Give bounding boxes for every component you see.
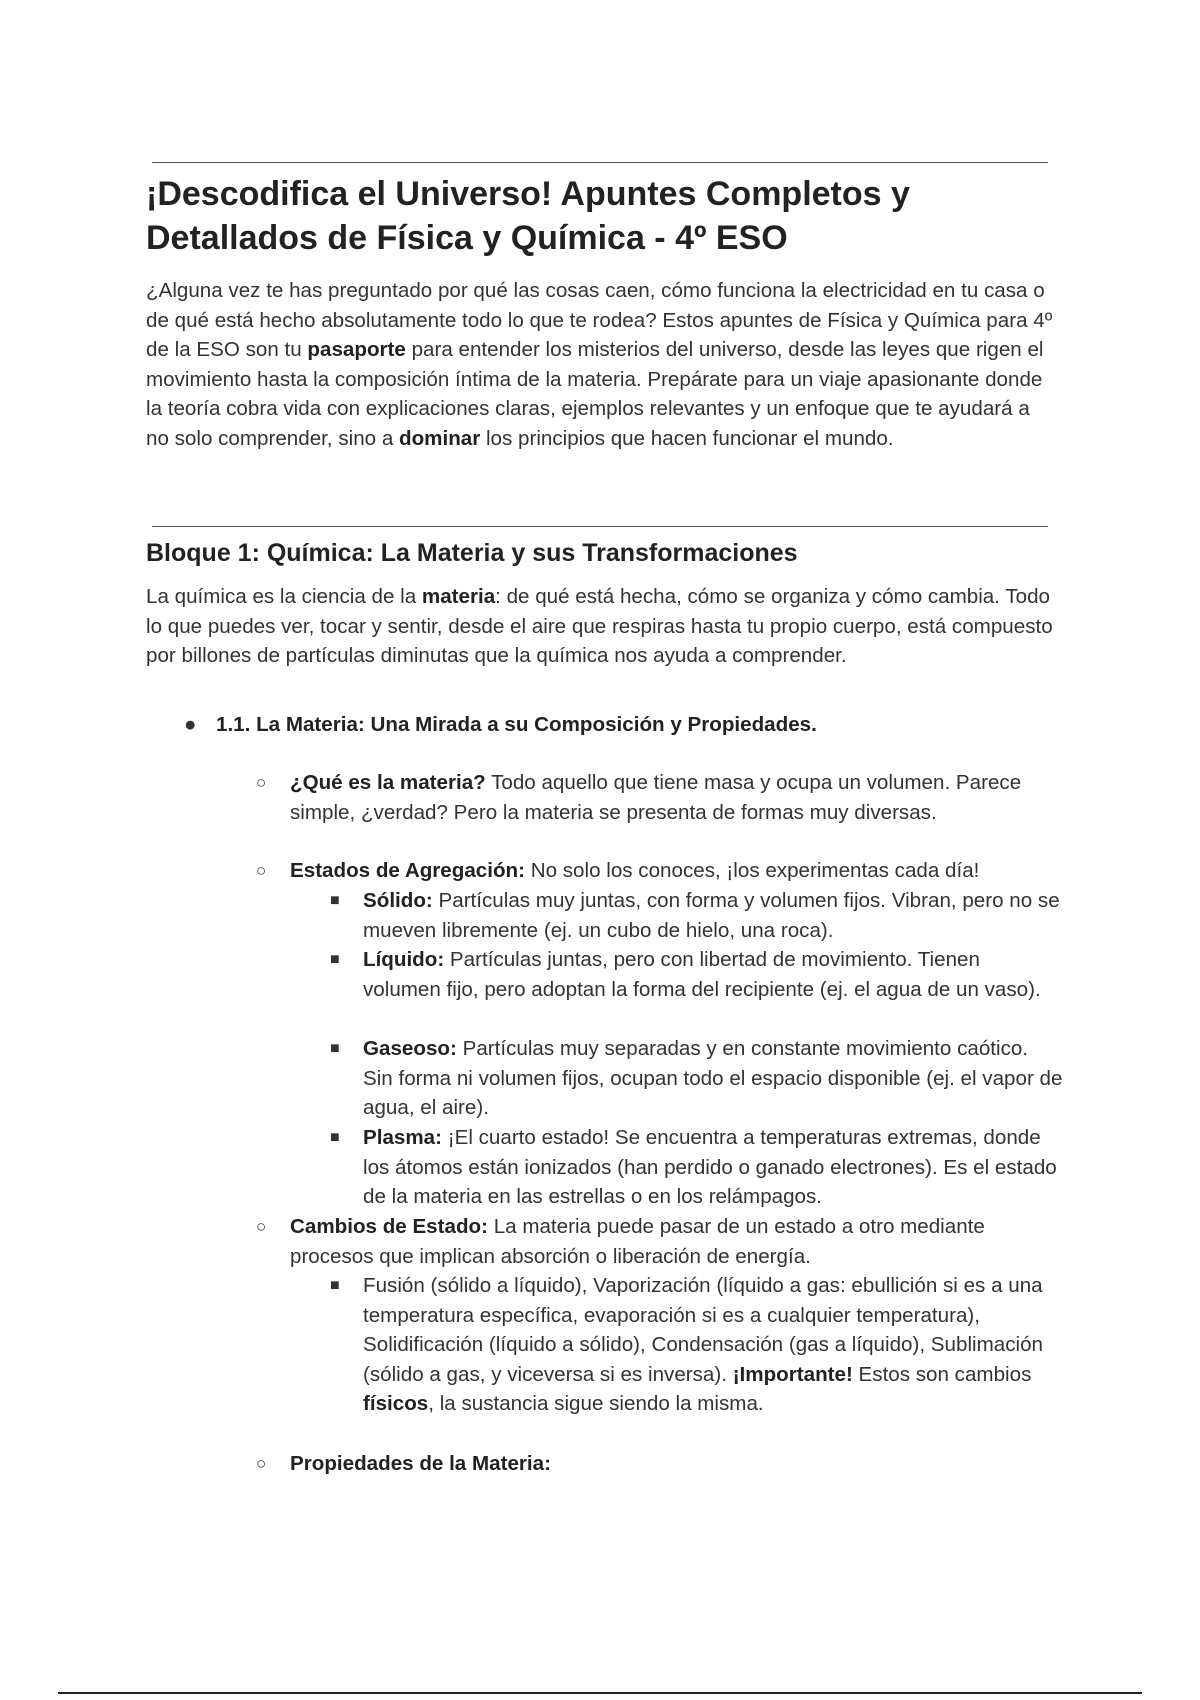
list-item-que-es: [290, 768, 1060, 827]
list-item-cambios: [290, 1212, 1060, 1271]
solido-text: Partículas muy juntas, con forma y volumen fijos. Vibran, pero no se mueven libremente (ej. un cubo de hielo, una roca).: [363, 889, 1060, 942]
cambios-detalle-text-2: Estos son cambios: [852, 1362, 1032, 1386]
list-item-liquido: [363, 945, 1063, 1004]
liquido-text: Partículas juntas, pero con libertad de movimiento. Tienen volumen fijo, pero adoptan la forma del recipiente (ej. el agua de un vaso).: [363, 948, 1041, 1001]
cambios-label: Cambios de Estado:: [290, 1215, 488, 1238]
bullet-disc-icon: ●: [184, 713, 197, 736]
top-divider: [152, 162, 1048, 163]
bullet-square-icon: ■: [330, 1277, 340, 1294]
importante-label: ¡Importante!: [732, 1362, 853, 1386]
intro-paragraph: [146, 276, 1056, 454]
list-item-solido: [363, 886, 1063, 945]
bullet-circle-icon: ○: [256, 1217, 267, 1236]
bullet-square-icon: ■: [330, 892, 340, 909]
section-divider: [152, 526, 1048, 527]
page-title: [146, 172, 1046, 260]
estados-label: Estados de Agregación:: [290, 859, 525, 882]
gaseoso-label: Gaseoso:: [363, 1037, 457, 1060]
title-line-1: ¡Descodifica el Universo! Apuntes Completos y: [146, 175, 910, 213]
solido-label: Sólido:: [363, 889, 433, 912]
intro-bold-pasaporte: pasaporte: [307, 338, 406, 362]
cambios-detalle-text: Fusión (sólido a líquido), Vaporización (líquido a gas: ebullición si es a una temperatura específica, evaporación si es a cualquier temperatura), Solidificación (líquido a sólido), Condensación (gas a líquido), Sublimación (sólido a gas, y viceversa si es inversa).: [363, 1274, 1043, 1386]
bullet-circle-icon: ○: [256, 773, 267, 792]
block1-paragraph: [146, 582, 1056, 671]
list-item-gaseoso: [363, 1034, 1063, 1123]
que-es-text: Todo aquello que tiene masa y ocupa un volumen. Parece simple, ¿verdad? Pero la materia se presenta de formas muy diversas.: [290, 771, 1022, 824]
fisicos-bold: físicos: [363, 1392, 429, 1416]
gaseoso-text: Partículas muy separadas y en constante movimiento caótico. Sin forma ni volumen fijos, ocupan todo el espacio disponible (ej. el vapor de agua, el aire).: [363, 1037, 1063, 1120]
cambios-detalle-text-3: , la sustancia sigue siendo la misma.: [428, 1392, 764, 1416]
bullet-square-icon: ■: [330, 1129, 340, 1146]
cambios-text: La materia puede pasar de un estado a otro mediante procesos que implican absorción o liberación de energía.: [290, 1215, 985, 1268]
block1-bold-materia: materia: [421, 585, 496, 608]
intro-bold-dominar: dominar: [399, 426, 481, 450]
block1-text-1: La química es la ciencia de la: [146, 585, 422, 608]
section-1-1-title: 1.1. La Materia: Una Mirada a su Composición y Propiedades.: [216, 713, 817, 736]
bullet-circle-icon: ○: [256, 861, 267, 880]
estados-text: No solo los conoces, ¡los experimentas cada día!: [524, 859, 980, 882]
propiedades-label: Propiedades de la Materia:: [290, 1452, 551, 1475]
liquido-label: Líquido:: [363, 948, 445, 971]
list-item-cambios-detalle: [363, 1271, 1063, 1419]
title-line-2: Detallados de Física y Química - 4º ESO: [146, 219, 788, 257]
list-item-propiedades: [290, 1449, 1060, 1479]
bullet-circle-icon: ○: [256, 1454, 267, 1473]
block1-text-2: : de qué está hecha, cómo se organiza y cómo cambia. Todo lo que puedes ver, tocar y sentir, desde el aire que respiras hasta tu propio cuerpo, está compuesto por billones de partículas diminutas que la química nos ayuda a comprender.: [146, 585, 1053, 668]
plasma-text: ¡El cuarto estado! Se encuentra a temperaturas extremas, donde los átomos están ionizados (han perdido o ganado electrones). Es el estado de la materia en las estrellas o en los relámpagos.: [363, 1126, 1057, 1209]
que-es-label: ¿Qué es la materia?: [290, 771, 486, 794]
page-bottom-rule: [58, 1692, 1142, 1694]
intro-text-3: los principios que hacen funcionar el mundo.: [480, 426, 894, 450]
block1-heading: Bloque 1: Química: La Materia y sus Transformaciones: [146, 539, 798, 567]
bullet-square-icon: ■: [330, 1040, 340, 1057]
intro-text-1: ¿Alguna vez te has preguntado por qué las cosas caen, cómo funciona la electricidad en tu casa o de qué está hecho absolutamente todo lo que te rodea? Estos apuntes de Física y Química para 4º de la ESO son tu: [146, 279, 1053, 362]
list-item-plasma: [363, 1123, 1063, 1212]
list-item-estados: [290, 856, 1060, 886]
plasma-label: Plasma:: [363, 1126, 442, 1149]
intro-text-2: para entender los misterios del universo, desde las leyes que rigen el movimiento hasta la composición íntima de la materia. Prepárate para un viaje apasionante donde la teoría cobra vida con explicaciones claras, ejemplos relevantes y un enfoque que te ayudará a no solo comprender, sino a: [146, 338, 1044, 450]
bullet-square-icon: ■: [330, 951, 340, 968]
